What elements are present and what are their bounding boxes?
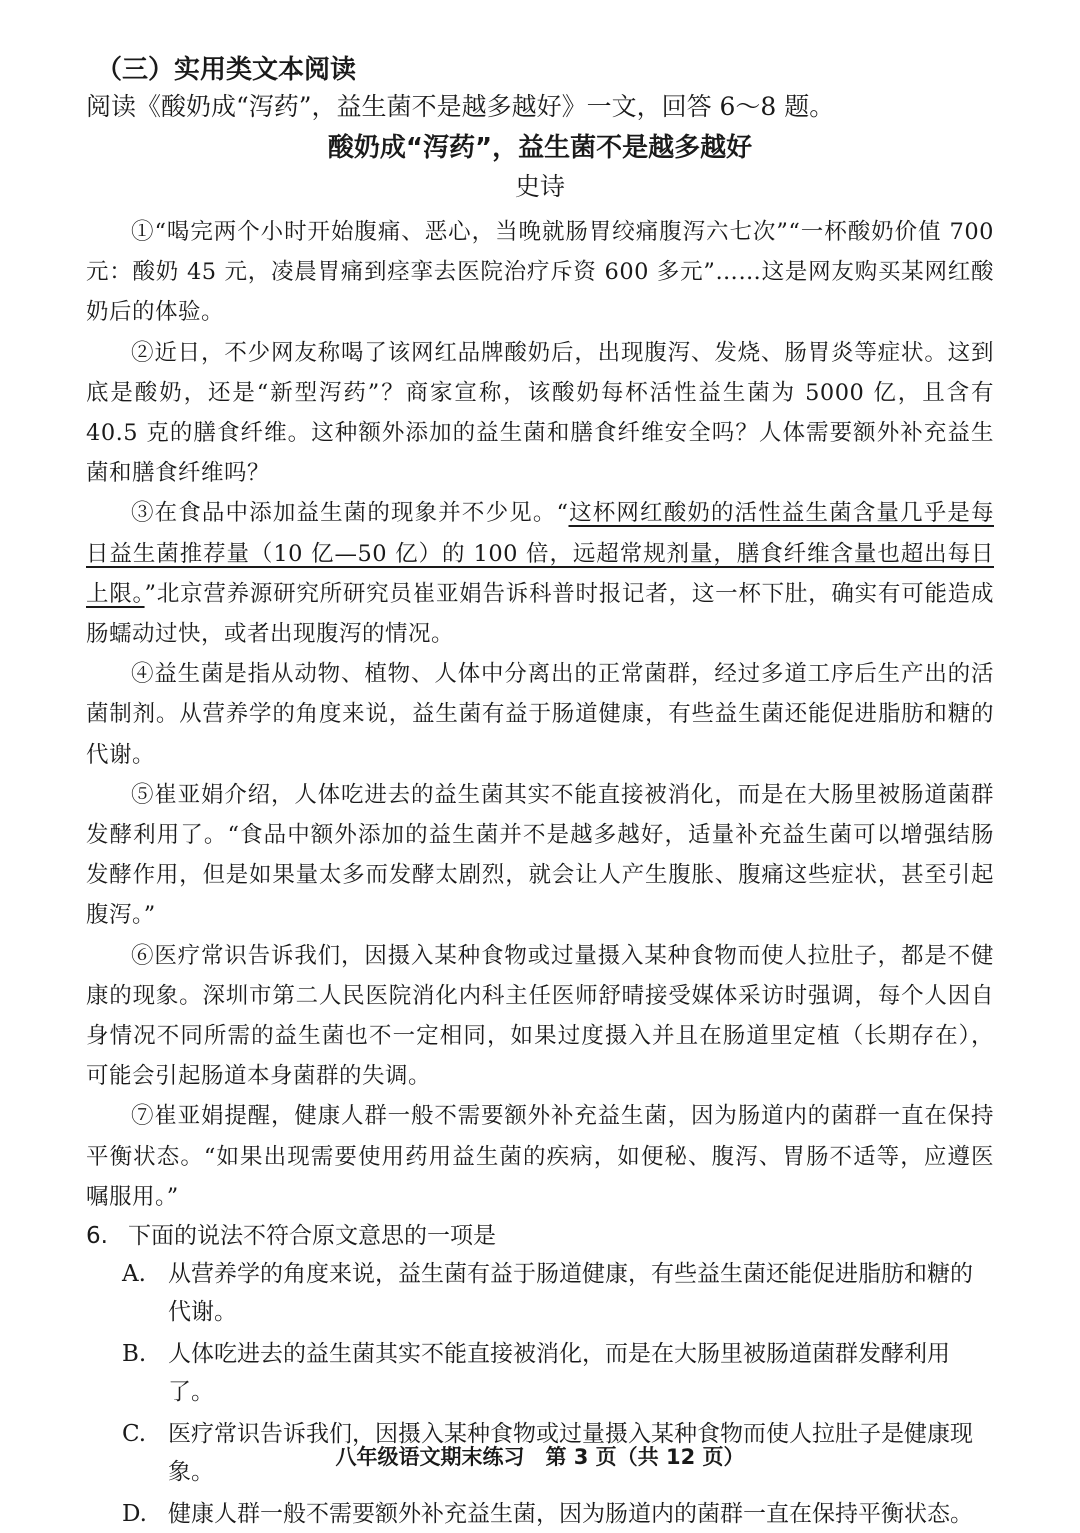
option-a	[86, 1255, 994, 1331]
paragraph-3-tail: ”北京营养源研究所研究员崔亚娟告诉科普时报记者，这一杯下肚，确实有可能造成肠蠕动过快，或者出现腹泻的情况。	[86, 580, 994, 648]
question-text: 下面的说法不符合原文意思的一项是	[128, 1223, 496, 1250]
article-paragraph-4: ④益生菌是指从动物、植物、人体中分离出的正常菌群，经过多道工序后生产出的活菌制剂。从营养学的角度来说，益生菌有益于肠道健康，有些益生菌还能促进脂肪和糖的代谢。	[86, 661, 994, 768]
option-letter: C.	[122, 1421, 147, 1448]
article-paragraph-7: ⑦崔亚娟提醒，健康人群一般不需要额外补充益生菌，因为肠道内的菌群一直在保持平衡状态。“如果出现需要使用药用益生菌的疾病，如便秘、腹泻、胃肠不适等，应遵医嘱服用。”	[86, 1103, 994, 1210]
paragraph-3-underlined-quote: 这杯网红酸奶的活性益生菌含量几乎是每日益生菌推荐量（10 亿—50 亿）的 100 倍，远超常规剂量，膳食纤维含量也超出每日上限。	[86, 500, 994, 607]
page-footer: 八年级语文期末练习 第 3 页（共 12 页）	[335, 1445, 745, 1469]
article-title: 酸奶成“泻药”，益生菌不是越多越好	[327, 133, 753, 163]
option-letter: A.	[122, 1261, 146, 1288]
question-6	[86, 1217, 994, 1533]
article-paragraph-5: ⑤崔亚娟介绍，人体吃进去的益生菌其实不能直接被消化，而是在大肠里被肠道菌群发酵利用了。“食品中额外添加的益生菌并不是越多越好，适量补充益生菌可以增强结肠发酵作用，但是如果量太多而发酵太剧烈，就会让人产生腹胀、腹痛这些症状，甚至引起腹泻。”	[86, 781, 994, 929]
article-paragraph-1: ①“喝完两个小时开始腹痛、恶心，当晚就肠胃绞痛腹泻六七次”“一杯酸奶价值 700 元：酸奶 45 元，凌晨胃痛到痉挛去医院治疗斥资 600 多元”……这是网友购买某网红酸奶后的体验。	[86, 219, 994, 326]
option-letter: B.	[122, 1341, 147, 1368]
article-paragraph-2: ②近日，不少网友称喝了该网红品牌酸奶后，出现腹泻、发烧、肠胃炎等症状。这到底是酸奶，还是“新型泻药”？商家宣称，该酸奶每杯活性益生菌为 5000 亿，且含有 40.5 克的膳食纤维。这种额外添加的益生菌和膳食纤维安全吗？人体需要额外补充益生菌和膳食纤维吗？	[86, 339, 994, 487]
option-text: 人体吃进去的益生菌其实不能直接被消化，而是在大肠里被肠道菌群发酵利用了。	[168, 1341, 950, 1406]
reading-instruction: 阅读《酸奶成“泻药”，益生菌不是越多越好》一文，回答 6～8 题。	[86, 92, 835, 121]
option-b	[86, 1335, 994, 1411]
question-stem	[86, 1217, 994, 1255]
option-d	[86, 1495, 994, 1533]
article-paragraph-6: ⑥医疗常识告诉我们，因摄入某种食物或过量摄入某种食物而使人拉肚子，都是不健康的现象。深圳市第二人民医院消化内科主任医师舒晴接受媒体采访时强调，每个人因自身情况不同所需的益生菌也不一定相同，如果过度摄入并且在肠道里定植（长期存在），可能会引起肠道本身菌群的失调。	[86, 942, 994, 1090]
option-text: 医疗常识告诉我们，因摄入某种食物或过量摄入某种食物而使人拉肚子是健康现象。	[168, 1421, 973, 1486]
article-author: 史诗	[514, 172, 565, 201]
option-letter: D.	[122, 1501, 147, 1528]
option-text: 从营养学的角度来说，益生菌有益于肠道健康，有些益生菌还能促进脂肪和糖的代谢。	[168, 1261, 973, 1326]
article-paragraph-3	[86, 493, 994, 654]
question-number: 6.	[86, 1223, 108, 1250]
section-heading: （三）实用类文本阅读	[96, 55, 357, 85]
option-text: 健康人群一般不需要额外补充益生菌，因为肠道内的菌群一直在保持平衡状态。	[168, 1501, 973, 1528]
paragraph-3-lead: ③在食品中添加益生菌的现象并不少见。“	[131, 500, 569, 527]
